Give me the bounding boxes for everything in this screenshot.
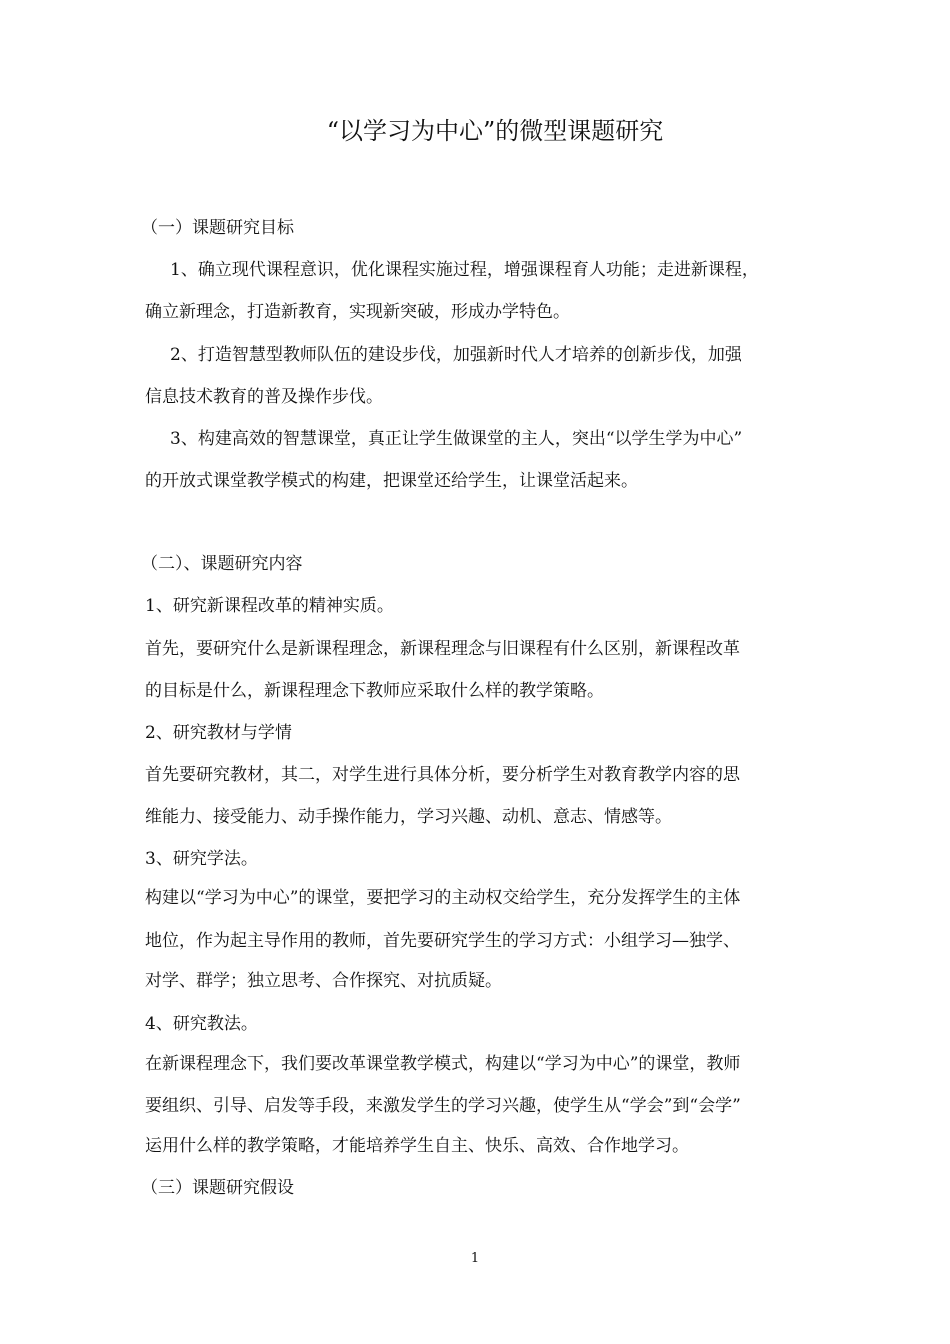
- paragraph-line: 确立新理念，打造新教育，实现新突破，形成办学特色。: [145, 302, 570, 322]
- paragraph-line: 在新课程理念下，我们要改革课堂教学模式，构建以“学习为中心”的课堂，教师: [145, 1054, 741, 1074]
- paragraph-line: 地位，作为起主导作用的教师，首先要研究学生的学习方式：小组学习—独学、: [145, 931, 740, 951]
- paragraph-line: 对学、群学；独立思考、合作探究、对抗质疑。: [145, 971, 502, 991]
- paragraph-line: 维能力、接受能力、动手操作能力，学习兴趣、动机、意志、情感等。: [145, 807, 672, 827]
- paragraph-line: 构建以“学习为中心”的课堂，要把学习的主动权交给学生，充分发挥学生的主体: [145, 888, 741, 908]
- document-title: “以学习为中心”的微型课题研究: [326, 117, 664, 145]
- paragraph-line: 信息技术教育的普及操作步伐。: [145, 387, 383, 407]
- page-number: 1: [470, 1251, 480, 1266]
- paragraph-line: 要组织、引导、启发等手段，来激发学生的学习兴趣，使学生从“学会”到“会学”: [145, 1096, 741, 1116]
- section-heading-hypothesis: （三）课题研究假设: [141, 1178, 294, 1198]
- paragraph-line: 2、打造智慧型教师队伍的建设步伐，加强新时代人才培养的创新步伐，加强: [170, 345, 742, 365]
- paragraph-line: 的目标是什么，新课程理念下教师应采取什么样的教学策略。: [145, 681, 604, 701]
- paragraph-line: 2、研究教材与学情: [145, 723, 292, 743]
- paragraph-line: 的开放式课堂教学模式的构建，把课堂还给学生，让课堂活起来。: [145, 471, 638, 491]
- paragraph-line: 3、构建高效的智慧课堂，真正让学生做课堂的主人，突出“以学生学为中心”: [170, 429, 743, 449]
- paragraph-line: 3、研究学法。: [145, 849, 258, 869]
- paragraph-line: 首先要研究教材，其二，对学生进行具体分析，要分析学生对教育教学内容的思: [145, 765, 740, 785]
- paragraph-line: 运用什么样的教学策略，才能培养学生自主、快乐、高效、合作地学习。: [145, 1136, 689, 1156]
- paragraph-line: 1、确立现代课程意识，优化课程实施过程，增强课程育人功能；走进新课程，: [170, 260, 759, 280]
- paragraph-line: 4、研究教法。: [145, 1014, 258, 1034]
- section-heading-objectives: （一）课题研究目标: [141, 218, 294, 238]
- section-heading-content: （二）、课题研究内容: [141, 554, 303, 574]
- paragraph-line: 首先，要研究什么是新课程理念，新课程理念与旧课程有什么区别，新课程改革: [145, 639, 740, 659]
- paragraph-line: 1、研究新课程改革的精神实质。: [145, 596, 394, 616]
